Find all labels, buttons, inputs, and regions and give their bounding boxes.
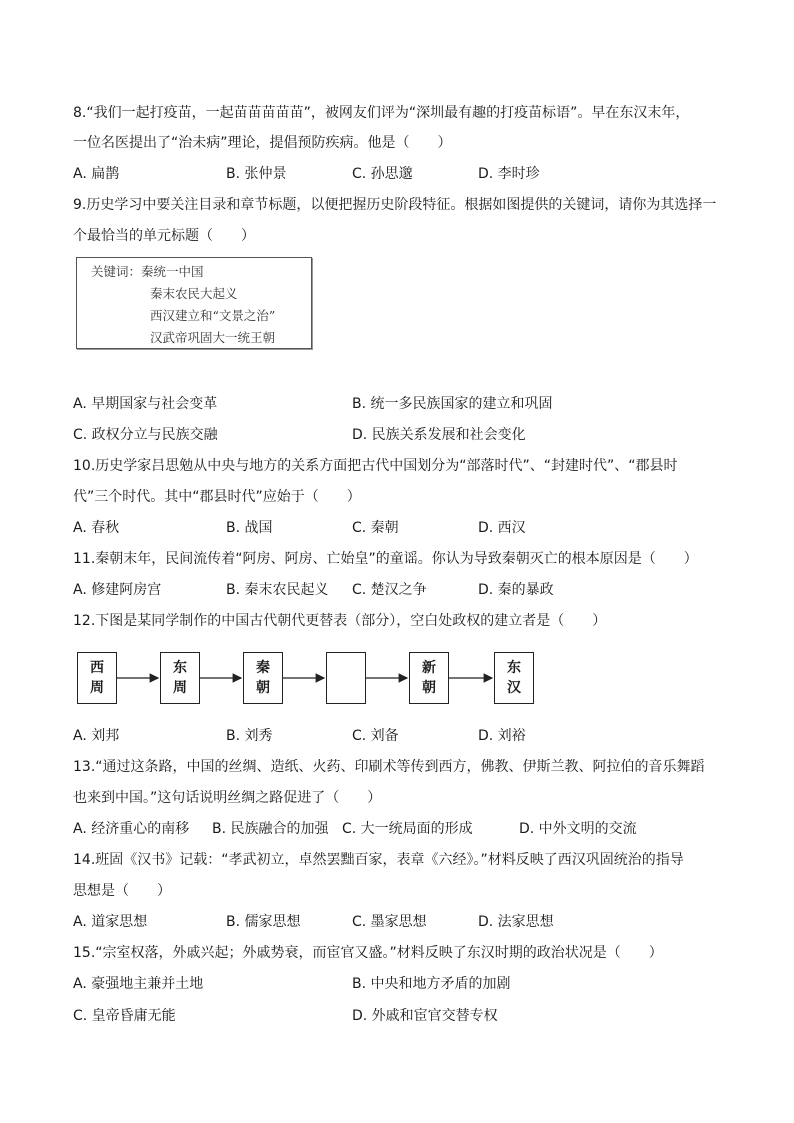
q10-option-b[interactable]: B. 战国 <box>226 520 273 536</box>
q11-option-d[interactable]: D. 秦的暴政 <box>478 582 554 598</box>
q13-stem-line1: 13.“通过这条路，中国的丝绸、造纸、火药、印刷术等传到西方，佛教、伊斯兰教、阿拉伯的音乐舞蹈 <box>73 759 705 775</box>
q13-option-a[interactable]: A. 经济重心的南移 <box>73 821 190 837</box>
q15-option-a[interactable]: A. 豪强地主兼并土地 <box>73 976 204 992</box>
q13-stem-line2: 也来到中国。”这句话说明丝绸之路促进了（ ） <box>73 790 382 806</box>
dynasty-box-xin <box>409 652 449 704</box>
dynasty-char: 周 <box>173 680 187 696</box>
dynasty-char: 朝 <box>256 680 270 696</box>
dynasty-char: 西 <box>90 660 104 676</box>
q8-option-d[interactable]: D. 李时珍 <box>478 166 540 182</box>
q10-option-c[interactable]: C. 秦朝 <box>352 520 399 536</box>
q8-stem-line2: 一位名医提出了“治未病”理论，提倡预防疾病。他是（ ） <box>73 135 452 151</box>
q11-option-b[interactable]: B. 秦末农民起义 <box>226 582 329 598</box>
q10-stem-line1: 10.历史学家吕思勉从中央与地方的关系方面把古代中国划分为“部落时代”、“封建时代”、“郡县时 <box>73 458 678 474</box>
dynasty-char: 秦 <box>256 660 270 676</box>
q10-option-a[interactable]: A. 春秋 <box>73 520 120 536</box>
dynasty-box-eastern-han <box>494 652 534 704</box>
q9-option-b[interactable]: B. 统一多民族国家的建立和巩固 <box>352 396 553 412</box>
q9-stem-line2: 个最恰当的单元标题（ ） <box>73 228 255 244</box>
q8-stem-line1: 8.“我们一起打疫苗，一起苗苗苗苗苗”，被网友们评为“深圳最有趣的打疫苗标语”。早在东汉末年， <box>73 105 690 121</box>
q14-option-b[interactable]: B. 儒家思想 <box>226 914 301 930</box>
q12-option-d[interactable]: D. 刘裕 <box>478 728 526 744</box>
q12-stem-line1: 12.下图是某同学制作的中国古代朝代更替表（部分），空白处政权的建立者是（ ） <box>73 613 607 629</box>
q10-stem-line2: 代”三个时代。其中“郡县时代”应始于（ ） <box>73 489 361 505</box>
q11-stem-line1: 11.秦朝末年，民间流传着“阿房、阿房、亡始皇”的童谣。你认为导致秦朝灭亡的根本原因是（ ） <box>73 551 698 567</box>
dynasty-char: 朝 <box>422 680 436 696</box>
q9-option-c[interactable]: C. 政权分立与民族交融 <box>73 427 218 443</box>
dynasty-char: 东 <box>173 660 187 676</box>
q11-option-a[interactable]: A. 修建阿房宫 <box>73 582 162 598</box>
q15-option-b[interactable]: B. 中央和地方矛盾的加剧 <box>352 976 511 992</box>
q12-option-a[interactable]: A. 刘邦 <box>73 728 120 744</box>
dynasty-char: 周 <box>90 680 104 696</box>
q14-option-c[interactable]: C. 墨家思想 <box>352 914 427 930</box>
q13-option-b[interactable]: B. 民族融合的加强 <box>212 821 329 837</box>
dynasty-box-qin <box>243 652 283 704</box>
q13-option-c[interactable]: C. 大一统局面的形成 <box>342 821 473 837</box>
dynasty-char: 新 <box>422 660 436 676</box>
q15-option-c[interactable]: C. 皇帝昏庸无能 <box>73 1008 176 1024</box>
q15-stem-line1: 15.“宗室权落，外戚兴起；外戚势衰，而宦官又盛。”材料反映了东汉时期的政治状况是（ ） <box>73 945 663 961</box>
q10-option-d[interactable]: D. 西汉 <box>478 520 526 536</box>
q9-option-a[interactable]: A. 早期国家与社会变革 <box>73 396 218 412</box>
q8-option-b[interactable]: B. 张仲景 <box>226 166 287 182</box>
q14-option-d[interactable]: D. 法家思想 <box>478 914 554 930</box>
q11-option-c[interactable]: C. 楚汉之争 <box>352 582 427 598</box>
dynasty-box-western-zhou <box>77 652 117 704</box>
q8-option-c[interactable]: C. 孙思邈 <box>352 166 413 182</box>
q14-option-a[interactable]: A. 道家思想 <box>73 914 148 930</box>
q9-option-d[interactable]: D. 民族关系发展和社会变化 <box>352 427 526 443</box>
q12-option-c[interactable]: C. 刘备 <box>352 728 399 744</box>
q12-option-b[interactable]: B. 刘秀 <box>226 728 273 744</box>
keyword-3: 西汉建立和“文景之治” <box>150 308 276 323</box>
q15-option-d[interactable]: D. 外戚和宦官交替专权 <box>352 1008 498 1024</box>
dynasty-box-eastern-zhou <box>160 652 200 704</box>
keyword-1: 关键词：秦统一中国 <box>91 264 204 279</box>
dynasty-box-blank <box>326 652 366 704</box>
q9-stem-line1: 9.历史学习中要关注目录和章节标题，以便把握历史阶段特征。根据如图提供的关键词，请你为其选择一 <box>73 197 717 213</box>
dynasty-char: 东 <box>507 660 521 676</box>
q8-option-a[interactable]: A. 扁鹊 <box>73 166 120 182</box>
q13-option-d[interactable]: D. 中外文明的交流 <box>519 821 637 837</box>
q14-stem-line2: 思想是（ ） <box>73 883 171 899</box>
keyword-4: 汉武帝巩固大一统王朝 <box>150 330 276 345</box>
keyword-2: 秦末农民大起义 <box>150 286 238 301</box>
dynasty-char: 汉 <box>507 680 521 696</box>
q14-stem-line1: 14.班固《汉书》记载：“孝武初立，卓然罢黜百家，表章《六经》。”材料反映了西汉巩固统治的指导 <box>73 852 684 868</box>
